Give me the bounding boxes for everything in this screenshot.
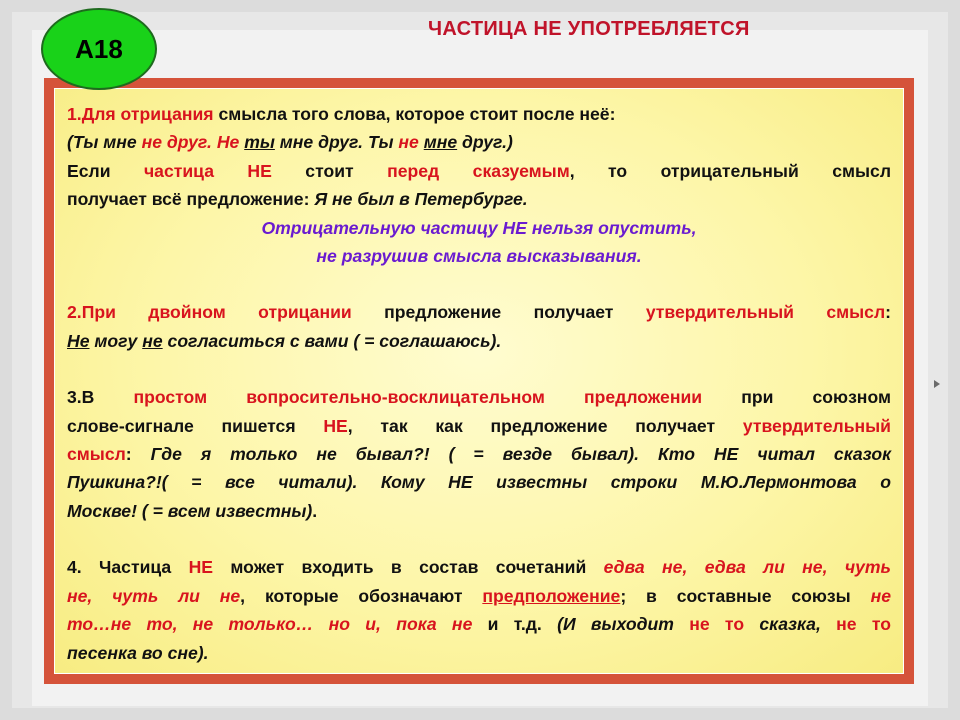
- rule-4-line-2: [67, 582, 891, 610]
- example-sentence: Где я только не бывал?! ( = везде бывал).: [150, 444, 640, 465]
- rule-1-line-3: [67, 157, 891, 185]
- rule-2-keyword: При двойном отрицании: [81, 302, 352, 323]
- text: , то отрицательный смысл: [569, 160, 891, 181]
- highlight: смысл: [67, 444, 126, 465]
- example-text: мне друг. Ты: [274, 132, 399, 153]
- content-frame: [44, 78, 914, 684]
- highlight: не то: [689, 614, 745, 635]
- rule-1-text: смысла того слова, которое стоит после неё:: [213, 104, 616, 124]
- example-sentence: Я не был в Петербурге.: [314, 189, 528, 210]
- highlight: НЕ: [323, 415, 348, 436]
- example-text: согласиться с вами ( = соглашаюсь).: [162, 330, 502, 351]
- highlight: предположение: [482, 585, 621, 606]
- rule-1-number: 1.: [67, 104, 82, 124]
- rule-3-line-2: [67, 412, 891, 440]
- slide-title: ЧАСТИЦА НЕ УПОТРЕБЛЯЕТСЯ: [428, 18, 750, 40]
- example-highlight: не: [870, 585, 891, 606]
- text: получает всё предложение:: [67, 189, 315, 210]
- text: слове-сигнале пишется: [67, 415, 324, 436]
- badge-label: A18: [75, 33, 123, 64]
- example-highlight: то…не то, не только… но и, пока не: [67, 614, 473, 635]
- rule-2-example: [67, 327, 891, 355]
- rule-2-line-1: [67, 298, 891, 326]
- example-highlight: не друг.: [141, 132, 212, 153]
- rule-4-number: 4. Частица: [67, 557, 189, 578]
- text: :: [885, 302, 891, 323]
- highlight: не то: [836, 614, 891, 635]
- example-underlined: мне: [423, 132, 458, 153]
- rule-4-line-1: [67, 553, 891, 581]
- example-underlined: ты: [244, 132, 275, 153]
- text: , которые обозначают: [240, 585, 483, 606]
- rule-1-note-1: Отрицательную частицу НЕ нельзя опустить,: [261, 217, 697, 238]
- highlight: простом вопросительно-восклицательном предложении: [133, 387, 703, 408]
- spacer: [67, 525, 891, 553]
- text: ; в составные союзы: [620, 585, 871, 606]
- highlight: частица НЕ: [143, 160, 272, 181]
- highlight: перед сказуемым: [387, 160, 570, 181]
- example-sentence: (И выходит: [557, 614, 690, 635]
- rule-4-line-4: песенка во сне).: [67, 642, 209, 663]
- text: Если: [67, 160, 144, 181]
- text: при союзном: [702, 387, 891, 408]
- rule-1-line-1: [67, 100, 891, 128]
- example-text: друг.): [457, 132, 513, 153]
- rule-4-line-3: [67, 610, 891, 638]
- rule-1-keyword: Для отрицания: [81, 104, 214, 124]
- rule-2-number: 2.: [67, 302, 82, 323]
- text: может входить в состав сочетаний: [213, 557, 604, 578]
- spacer: [67, 355, 891, 383]
- spacer: [67, 270, 891, 298]
- highlight: утвердительный: [742, 415, 891, 436]
- rule-3-line-1: [67, 383, 891, 411]
- example-underlined: не: [142, 330, 163, 351]
- rule-1-note-2: не разрушив смысла высказывания.: [316, 246, 642, 267]
- slide-nav-arrow-icon[interactable]: [934, 380, 940, 388]
- highlight: утвердительный смысл: [645, 302, 886, 323]
- example-text: (Ты мне: [67, 132, 142, 153]
- example-sentence: Москве! ( = всем известны): [67, 500, 313, 521]
- rule-3-line-3: [67, 440, 891, 468]
- text: стоит: [271, 160, 388, 181]
- text: и т.д.: [472, 614, 558, 635]
- example-text: могу: [89, 330, 143, 351]
- text: , так как предложение получает: [347, 415, 743, 436]
- content-panel: [54, 88, 904, 674]
- highlight: НЕ: [188, 557, 214, 578]
- example-highlight: не, чуть ли не: [67, 585, 241, 606]
- example-highlight: Не: [216, 132, 240, 153]
- rule-3-line-4: [67, 468, 891, 496]
- example-highlight: едва не, едва ли не, чуть: [603, 557, 891, 578]
- rule-1-examples: [67, 128, 891, 156]
- text: .: [312, 500, 318, 521]
- rule-3-number: 3.В: [67, 387, 134, 408]
- task-number-badge: [41, 8, 157, 90]
- example-highlight: не: [398, 132, 419, 153]
- example-sentence: Пушкина?!( = все читали). Кому НЕ: [67, 472, 473, 493]
- example-sentence: сказка,: [744, 614, 837, 635]
- rule-1-line-4: [67, 185, 891, 213]
- rule-3-line-5: [67, 497, 891, 525]
- example-sentence: известны строки М.Ю.Лермонтова о: [472, 472, 891, 493]
- text: :: [125, 444, 151, 465]
- example-sentence: Кто НЕ читал сказок: [639, 444, 892, 465]
- example-underlined: Не: [67, 330, 90, 351]
- text: предложение получает: [351, 302, 646, 323]
